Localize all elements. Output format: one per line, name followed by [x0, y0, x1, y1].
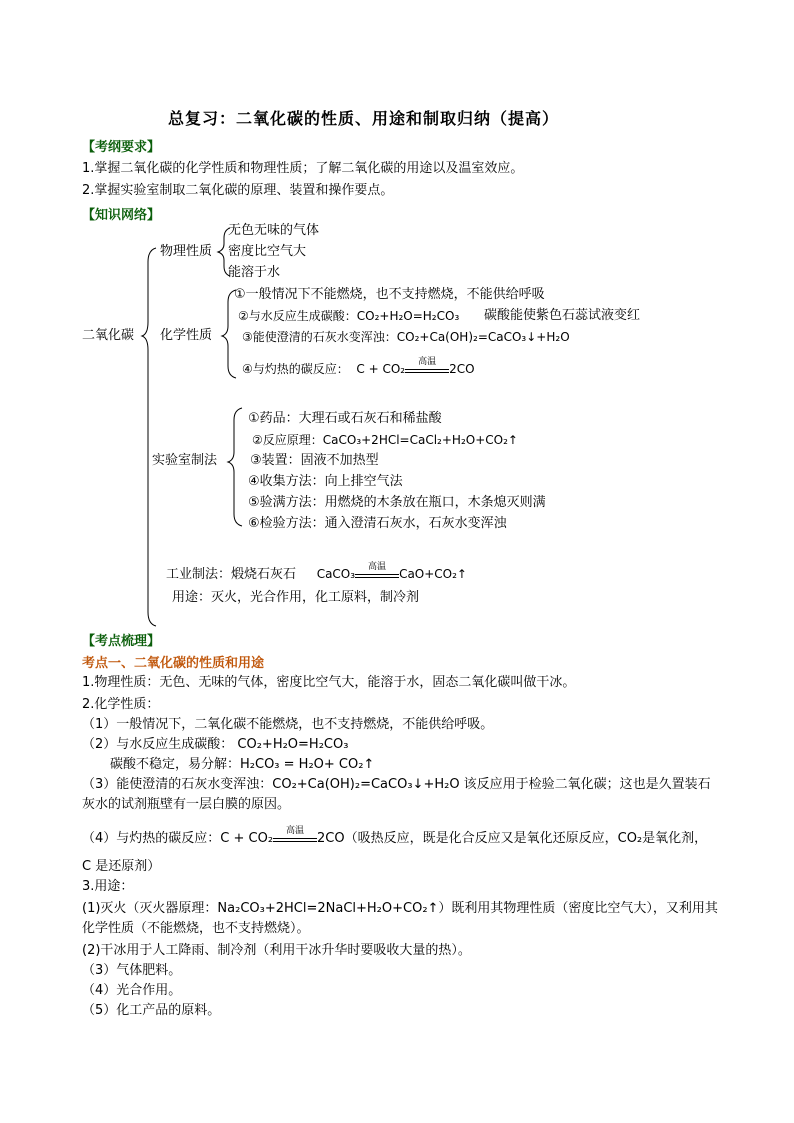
physical-item-3: 能溶于水	[228, 265, 281, 280]
chemical-label: 化学性质	[160, 328, 213, 343]
chemical-item-4-label: ④与灼热的碳反应：	[242, 362, 349, 376]
industry-line	[166, 561, 467, 584]
lab-item-2: ②反应原理：CaCO₃+2HCl=CaCl₂+H₂O+CO₂↑	[252, 433, 518, 447]
point1-physical: 1.物理性质：无色、无味的气体，密度比空气大，能溶于水，固态二氧化碳叫做干冰。	[82, 675, 576, 690]
chemical-item-2: ②与水反应生成碳酸：CO₂+H₂O=H₂CO₃	[238, 309, 460, 323]
point1-u1a: (1)灭火（灭火器原理：Na₂CO₃+2HCl=2NaCl+H₂O+CO₂↑）既利用其物理性质（密度比空气大），又利用其	[82, 901, 718, 916]
condition-label: 高温	[418, 356, 437, 367]
page-title: 总复习：二氧化碳的性质、用途和制取归纳（提高）	[168, 109, 560, 128]
chemical-item-1: ①一般情况下不能燃烧，也不支持燃烧，不能供给呼吸	[234, 287, 545, 302]
physical-item-1: 无色无味的气体	[228, 223, 320, 238]
chemical-item-2-note: 碳酸能使紫色石蕊试液变红	[484, 308, 641, 323]
industry-label: 工业制法：煅烧石灰石	[166, 567, 297, 582]
point1-c2: （2）与水反应生成碳酸： CO₂+H₂O=H₂CO₃	[82, 737, 349, 752]
industry-condition: 高温	[368, 561, 387, 572]
point1-u3: （3）气体肥料。	[82, 963, 182, 978]
point1-high-temp-equals	[273, 825, 317, 846]
lab-item-5: ⑤验满方法：用燃烧的木条放在瓶口，木条熄灭则满	[248, 495, 546, 510]
point1-c3a: （3）能使澄清的石灰水变浑浊：CO₂+Ca(OH)₂=CaCO₃↓+H₂O 该反应用于检验二氧化碳；这也是久置装石	[82, 777, 711, 792]
point1-c4	[82, 825, 708, 848]
requirement-2: 2.掌握实验室制取二氧化碳的原理、装置和操作要点。	[82, 183, 394, 198]
industry-rhs: CaO+CO₂↑	[399, 567, 467, 581]
lab-item-4: ④收集方法：向上排空气法	[248, 474, 403, 489]
industry-lhs: CaCO₃	[316, 567, 356, 581]
network-header: 【知识网络】	[82, 208, 161, 223]
chemical-item-4-rhs: 2CO	[449, 362, 475, 376]
point1-u5: （5）化工产品的原料。	[82, 1003, 221, 1018]
physical-item-2: 密度比空气大	[228, 244, 307, 259]
lab-label: 实验室制法	[152, 453, 218, 468]
point1-u2: (2)干冰用于人工降雨、制冷剂（利用干冰升华时要吸收大量的热）。	[82, 943, 471, 958]
point1-u4: （4）光合作用。	[82, 983, 182, 998]
point1-c3b: 灰水的试剂瓶壁有一层白膜的原因。	[82, 797, 291, 812]
point1-chem-header: 2.化学性质：	[82, 697, 160, 712]
point1-u1b: 化学性质（不能燃烧，也不支持燃烧）。	[82, 921, 310, 936]
network-root: 二氧化碳	[82, 328, 135, 343]
industry-high-temp-equals	[355, 561, 399, 582]
high-temp-equals	[405, 356, 449, 377]
network-uses: 用途：灭火，光合作用，化工原料，制冷剂	[172, 590, 420, 605]
point1-c1: （1）一般情况下，二氧化碳不能燃烧，也不支持燃烧，不能供给呼吸。	[82, 717, 494, 732]
chemical-item-4-lhs: C + CO₂	[356, 362, 406, 376]
lab-item-1: ①药品：大理石或石灰石和稀盐酸	[248, 411, 442, 426]
requirements-header: 【考纲要求】	[82, 140, 161, 155]
lab-item-6: ⑥检验方法：通入澄清石灰水，石灰水变浑浊	[248, 516, 507, 531]
point1-uses-header: 3.用途：	[82, 879, 134, 894]
chemical-item-4	[242, 356, 475, 378]
point1-c4-condition: 高温	[286, 825, 305, 836]
point1-c4b: C 是还原剂）	[82, 859, 161, 874]
chemical-item-3: ③能使澄清的石灰水变浑浊：CO₂+Ca(OH)₂=CaCO₃↓+H₂O	[242, 330, 570, 344]
requirement-1: 1.掌握二氧化碳的化学性质和物理性质；了解二氧化碳的用途以及温室效应。	[82, 161, 524, 176]
point1-header: 考点一、二氧化碳的性质和用途	[82, 656, 265, 671]
point1-c4-post: 2CO（吸热反应，既是化合反应又是氧化还原反应，CO₂是氧化剂，	[317, 831, 708, 846]
point1-c4-pre: （4）与灼热的碳反应：C + CO₂	[82, 831, 274, 846]
lab-item-3: ③装置：固液不加热型	[250, 453, 379, 468]
point1-c2b: 碳酸不稳定，易分解：H₂CO₃ = H₂O+ CO₂↑	[110, 757, 375, 772]
points-header: 【考点梳理】	[82, 634, 161, 649]
physical-label: 物理性质	[160, 244, 213, 259]
